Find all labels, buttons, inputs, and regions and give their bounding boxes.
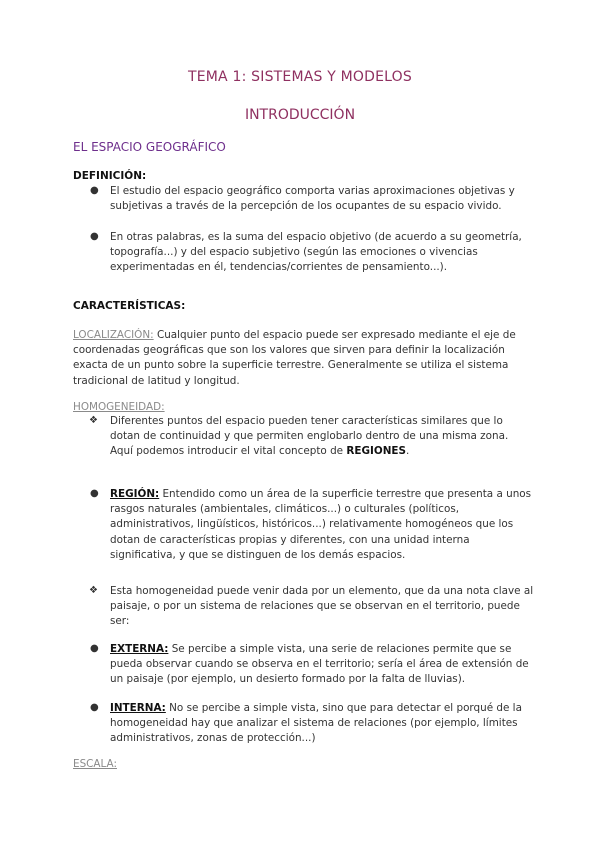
localizacion-paragraph bbox=[73, 328, 533, 389]
regiones-end: . bbox=[405, 445, 410, 458]
interna-text: No se percibe a simple vista, sino que para detectar el porqué de la homogeneidad hay que analizar el sistema de relaciones (por ejemplo, límites administrativos, zonas de protección...) bbox=[110, 702, 522, 745]
regiones-bold: REGIONES bbox=[346, 445, 406, 458]
caracteristicas-heading: CARACTERÍSTICAS: bbox=[73, 300, 186, 312]
escala-label bbox=[73, 757, 533, 772]
bullet-icon: ● bbox=[90, 231, 99, 242]
regiones-intro: Aquí podemos introducir el vital concepto de bbox=[110, 445, 347, 458]
document-title: TEMA 1: SISTEMAS Y MODELOS bbox=[187, 69, 412, 85]
homogeneidad-item-1 bbox=[110, 414, 535, 460]
bullet-icon: ● bbox=[90, 488, 99, 499]
interna-label: INTERNA: bbox=[110, 702, 166, 714]
bullet-icon: ● bbox=[90, 643, 99, 654]
region-label: REGIÓN: bbox=[110, 488, 160, 500]
localizacion-label: LOCALIZACIÓN: bbox=[73, 329, 154, 341]
escala-label-text: ESCALA: bbox=[73, 758, 117, 770]
externa-text: Se percibe a simple vista, una serie de relaciones permite que se pueda observar cuando se observa en el territorio; sería el área de extensión de un paisaje (por ejemplo, un desierto formado por la falta de lluvias). bbox=[110, 643, 529, 686]
region-text: Entendido como un área de la superficie terrestre que presenta a unos rasgos naturales (ambientales, climáticos...) o culturales (políticos, administrativos, lingüísticos, históricos...) relativamente homogéneos que los dotan de características propias y diferentes, con una unidad interna significativa, y que se distinguen de los demás espacios. bbox=[110, 488, 532, 561]
interna-paragraph bbox=[110, 701, 535, 747]
section-heading: EL ESPACIO GEOGRÁFICO bbox=[73, 140, 226, 154]
externa-paragraph bbox=[110, 642, 535, 688]
bullet-icon: ● bbox=[90, 185, 99, 196]
definicion-item-2: En otras palabras, es la suma del espacio objetivo (de acuerdo a su geometría, topografía...) y del espacio subjetivo (según las emociones o vivencias experimentadas en él, tendencias/corrientes de pensamiento...). bbox=[110, 231, 522, 274]
definicion-item-1: El estudio del espacio geográfico comporta varias aproximaciones objetivas y subjetivas a través de la percepción de los ocupantes de su espacio vivido. bbox=[110, 185, 515, 213]
bullet-icon: ● bbox=[90, 702, 99, 713]
definicion-heading: DEFINICIÓN: bbox=[73, 170, 147, 182]
homogeneidad-item-2: Esta homogeneidad puede venir dada por un elemento, que da una nota clave al paisaje, o por un sistema de relaciones que se observan en el territorio, puede ser: bbox=[110, 585, 534, 628]
homogeneidad-label bbox=[73, 400, 533, 415]
homogeneidad-item-1-text: Diferentes puntos del espacio pueden tener características similares que lo dotan de continuidad y que permiten englobarlo dentro de una misma zona. bbox=[110, 415, 509, 443]
diamond-bullet-icon: ❖ bbox=[89, 585, 98, 596]
region-paragraph bbox=[110, 487, 535, 563]
diamond-bullet-icon: ❖ bbox=[89, 415, 98, 426]
homogeneidad-label-text: HOMOGENEIDAD: bbox=[73, 401, 165, 413]
externa-label: EXTERNA: bbox=[110, 643, 169, 655]
localizacion-text: Cualquier punto del espacio puede ser expresado mediante el eje de coordenadas geográficas que son los valores que sirven para definir la localización exacta de un punto sobre la superficie terrestre. Generalmente se utiliza el sistema tradicional de latitud y longitud. bbox=[73, 329, 516, 387]
document-subtitle: INTRODUCCIÓN bbox=[244, 107, 356, 123]
